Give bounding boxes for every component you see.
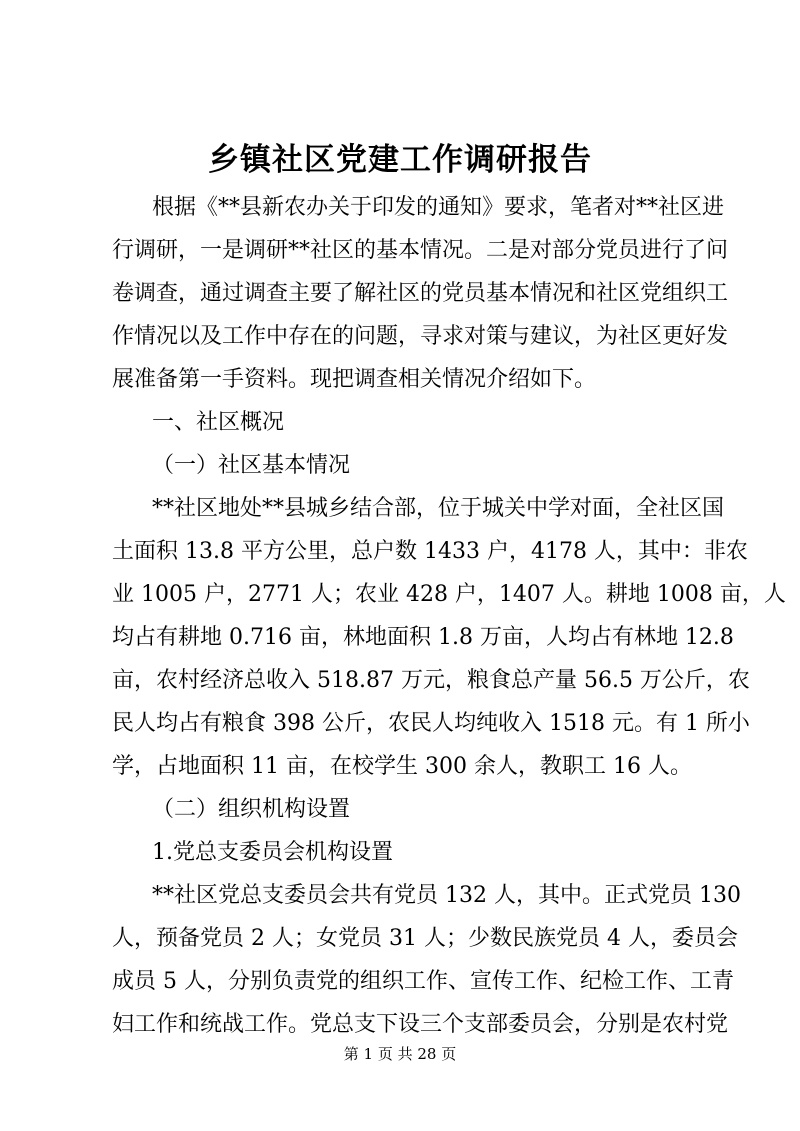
paragraph-2-line-2: 土面积 13.8 平方公里，总户数 1433 户，4178 人，其中：非农 bbox=[112, 539, 748, 564]
paragraph-1-line-5: 展准备第一手资料。现把调查相关情况介绍如下。 bbox=[112, 367, 597, 392]
paragraph-3-line-2: 人，预备党员 2 人；女党员 31 人；少数民族党员 4 人，委员会 bbox=[112, 926, 738, 951]
paragraph-3-line-1: **社区党总支委员会共有党员 132 人，其中。正式党员 130 bbox=[152, 883, 741, 908]
paragraph-1-line-1: 根据《**县新农办关于印发的通知》要求，笔者对**社区进 bbox=[152, 195, 725, 220]
paragraph-2-line-7: 学，占地面积 11 亩，在校学生 300 余人，教职工 16 人。 bbox=[112, 754, 692, 779]
paragraph-2-line-4: 均占有耕地 0.716 亩，林地面积 1.8 万亩，人均占有林地 12.8 bbox=[112, 625, 734, 650]
paragraph-3-line-3: 成员 5 人，分别负责党的组织工作、宣传工作、纪检工作、工青 bbox=[112, 969, 734, 994]
document-title: 乡镇社区党建工作调研报告 bbox=[208, 142, 592, 178]
subsection-heading-1: （一）社区基本情况 bbox=[152, 453, 351, 478]
paragraph-2-line-5: 亩，农村经济总收入 518.87 万元，粮食总产量 56.5 万公斤，农 bbox=[112, 668, 750, 693]
page-number: 第 1 页 共 28 页 bbox=[343, 1045, 457, 1063]
paragraph-2-line-1: **社区地处**县城乡结合部，位于城关中学对面，全社区国 bbox=[152, 496, 725, 521]
paragraph-2-line-6: 民人均占有粮食 398 公斤，农民人均纯收入 1518 元。有 1 所小 bbox=[112, 711, 750, 736]
paragraph-1-line-2: 行调研，一是调研**社区的基本情况。二是对部分党员进行了问 bbox=[112, 238, 729, 263]
section-heading-1: 一、社区概况 bbox=[152, 410, 285, 435]
paragraph-1-line-3: 卷调查，通过调查主要了解社区的党员基本情况和社区党组织工 bbox=[112, 281, 729, 306]
numbered-heading-1: 1.党总支委员会机构设置 bbox=[152, 840, 393, 865]
subsection-heading-2: （二）组织机构设置 bbox=[152, 797, 351, 822]
paragraph-1-line-4: 作情况以及工作中存在的问题，寻求对策与建议，为社区更好发 bbox=[112, 324, 729, 349]
paragraph-2-line-3: 业 1005 户，2771 人；农业 428 户，1407 人。耕地 1008 亩，人 bbox=[112, 582, 786, 607]
paragraph-3-line-4: 妇工作和统战工作。党总支下设三个支部委员会，分别是农村党 bbox=[112, 1012, 729, 1037]
